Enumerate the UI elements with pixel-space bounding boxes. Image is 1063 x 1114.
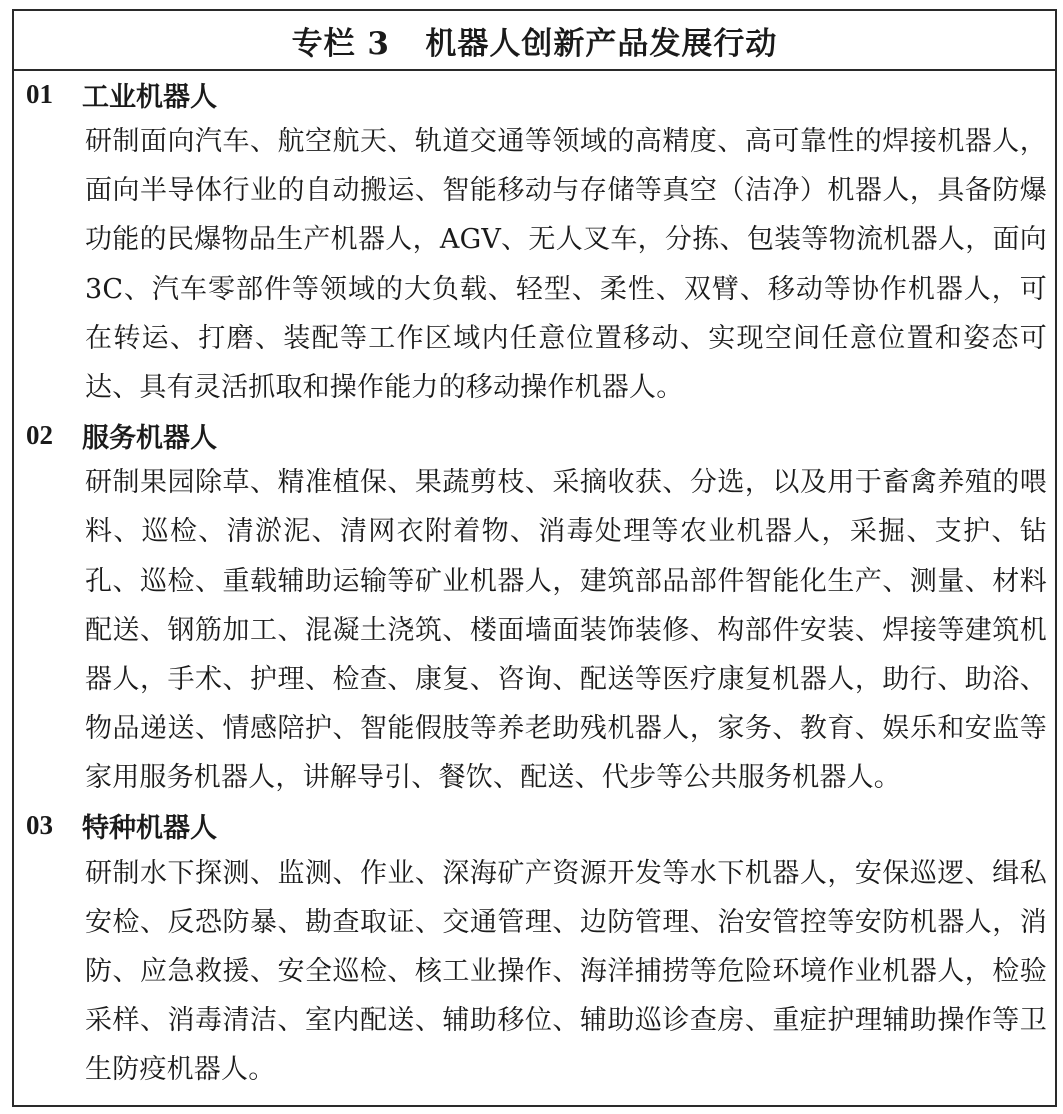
section-text: 研制果园除草、精准植保、果蔬剪枝、采摘收获、分选，以及用于畜禽养殖的喂料、巡检、清淤泥、清网衣附着物、消毒处理等农业机器人，采掘、支护、钻孔、巡检、重载辅助运输等矿业机器人，建筑部品部件智能化生产、测量、材料配送、钢筋加工、混凝土浇筑、楼面墙面装饰装修、构部件安装、焊接等建筑机器人，手术、护理、检查、康复、咨询、配送等医疗康复机器人，助行、助浴、物品递送、情感陪护、智能假肢等养老助残机器人，家务、教育、娱乐和安监等家用服务机器人，讲解导引、餐饮、配送、代步等公共服务机器人。 bbox=[85, 467, 1047, 794]
section-heading bbox=[14, 71, 1055, 117]
section-heading bbox=[14, 412, 1055, 458]
section-text: 研制面向汽车、航空航天、轨道交通等领域的高精度、高可靠性的焊接机器人，面向半导体行业的自动搬运、智能移动与存储等真空（洁净）机器人，具备防爆功能的民爆物品生产机器人，AGV、无人叉车，分拣、包装等物流机器人，面向 3C、汽车零部件等领域的大负载、轻型、柔性、双臂、移动等协作机器人，可在转运、打磨、装配等工作区域内任意位置移动、实现空间任意位置和姿态可达、具有灵活抓取和操作能力的移动操作机器人。 bbox=[85, 126, 1047, 404]
section-number: 01 bbox=[26, 78, 53, 109]
section-industrial-robots bbox=[14, 71, 1055, 412]
section-title: 服务机器人 bbox=[82, 422, 217, 454]
section-special-robots bbox=[14, 803, 1055, 1095]
section-title: 特种机器人 bbox=[82, 813, 217, 845]
section-number: 03 bbox=[26, 810, 53, 841]
section-title: 工业机器人 bbox=[82, 81, 217, 113]
box-body bbox=[14, 71, 1055, 1095]
box-title: 专栏 3 机器人创新产品发展行动 bbox=[14, 11, 1055, 71]
column-box bbox=[12, 9, 1057, 1107]
section-service-robots bbox=[14, 412, 1055, 802]
section-heading bbox=[14, 803, 1055, 849]
section-text: 研制水下探测、监测、作业、深海矿产资源开发等水下机器人，安保巡逻、缉私安检、反恐防暴、勘查取证、交通管理、边防管理、治安管控等安防机器人，消防、应急救援、安全巡检、核工业操作、海洋捕捞等危险环境作业机器人，检验采样、消毒清洁、室内配送、辅助移位、辅助巡诊查房、重症护理辅助操作等卫生防疫机器人。 bbox=[85, 857, 1047, 1086]
section-number: 02 bbox=[26, 419, 53, 450]
